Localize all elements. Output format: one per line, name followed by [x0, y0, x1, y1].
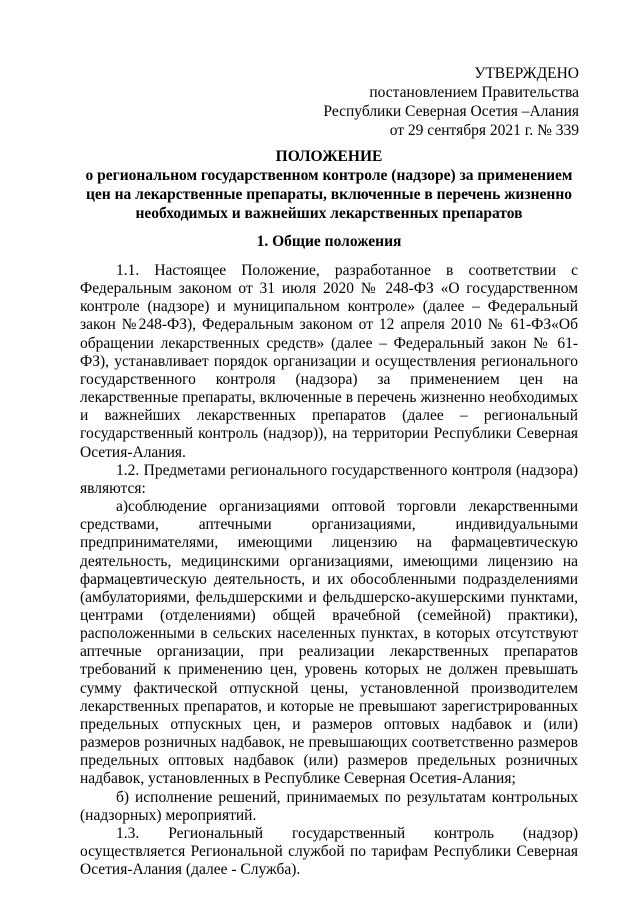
approval-line-4: от 29 сентября 2021 г. № 339 — [389, 122, 579, 139]
approval-stamp — [323, 64, 579, 140]
paragraph-1-1: 1.1. Настоящее Положение, разработанное в соответствии с Федеральным законом от 31 июля 2020 № 248-ФЗ «О государственном контроле (надзоре) и муниципальном контроле» (далее – Федеральный закон №248-ФЗ), Федеральным законом от 12 апреля 2010 № 61-ФЗ«Об обращении лекарственных средств» (далее – Федеральный закон № 61-ФЗ), устанавливает порядок организации и осуществления регионального государственного контроля (надзора) за применением цен на лекарственные препараты, включенные в перечень жизненно необходимых и важнейших лекарственных препаратов (далее – региональный государственный контроль (надзор)), на территории Республики Северная Осетия-Алания. — [80, 262, 578, 461]
title-heading: ПОЛОЖЕНИЕ — [275, 148, 383, 165]
approval-line-3: Республики Северная Осетия –Алания — [323, 103, 579, 120]
title-subtitle: о региональном государственном контроле (надзоре) за применением цен на лекарственные препараты, включенные в перечень жизненно необходимых и важнейших лекарственных препаратов — [85, 167, 573, 222]
paragraph-1-2-b: б) исполнение решений, принимаемых по результатам контрольных (надзорных) мероприятий. — [80, 788, 578, 824]
paragraph-1-3: 1.3. Региональный государственный контроль (надзор) осуществляется Региональной службой по тарифам Республики Северная Осетия-Алания (далее - Служба). — [80, 824, 578, 879]
paragraph-1-2-a: а)соблюдение организациями оптовой торговли лекарственными средствами, аптечными организациями, индивидуальными предпринимателями, имеющими лицензию на фармацевтическую деятельность, медицинскими организациями, имеющими лицензию на фармацевтическую деятельность, и их обособленными подразделениями (амбулаториями, фельдшерскими и фельдшерско-акушерскими пунктами, центрами (отделениями) общей врачебной (семейной) практики), расположенными в сельских населенных пунктах, в которых отсутствуют аптечные организации, при реализации лекарственных препаратов требований к применению цен, уровень которых не должен превышать сумму фактической отпускной цены, установленной производителем лекарственных препаратов, и которые не превышают зарегистрированных предельных отпускных цен, и размеров оптовых надбавок и (или) размеров розничных надбавок, не превышающих соответственно размеров предельных оптовых надбавок (или) размеров предельных розничных надбавок, установленных в Республике Северная Осетия-Алания; — [80, 498, 578, 788]
document-title — [80, 147, 578, 223]
paragraph-1-2: 1.2. Предметами регионального государственного контроля (надзора) являются: — [80, 461, 578, 497]
section-body — [80, 262, 578, 879]
section-heading: 1. Общие положения — [256, 233, 402, 250]
approval-line-2: постановлением Правительства — [369, 84, 579, 101]
approval-line-1: УТВЕРЖДЕНО — [474, 65, 579, 82]
